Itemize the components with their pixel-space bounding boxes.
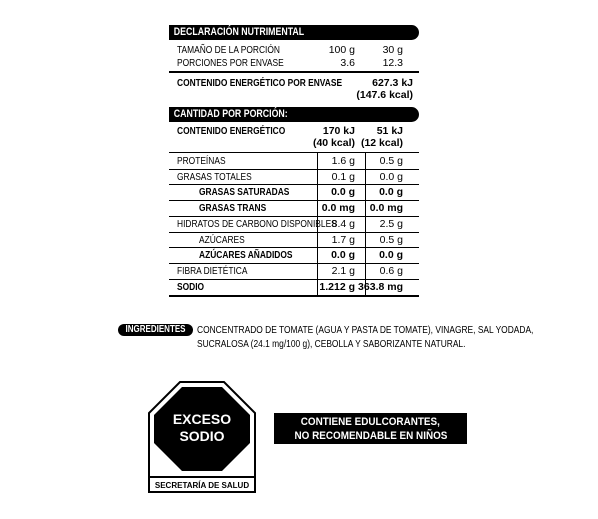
ingredients-text [197, 323, 537, 351]
nutrient-col1: 2.1 g [331, 265, 355, 277]
nutrient-col2: 0.0 g [379, 249, 403, 261]
nutrient-col2: 0.0 g [379, 171, 403, 183]
seal-text [148, 411, 256, 445]
ingredients-tag-label: INGREDIENTES [125, 324, 186, 335]
energy-col2-kj: 51 kJ [376, 125, 403, 137]
ingredients-tag [118, 324, 193, 336]
nutrient-col2: 0.5 g [379, 234, 403, 246]
nutrient-label: HIDRATOS DE CARBONO DISPONIBLES [177, 218, 337, 230]
nutrient-label: GRASAS SATURADAS [199, 186, 290, 198]
excess-sodium-seal [148, 381, 256, 495]
seal-line-1: EXCESO [172, 411, 232, 427]
ingredients-line-2: SUCRALOSA (24.1 mg/100 g), CEBOLLA Y SABORIZANTE NATURAL. [197, 338, 466, 350]
legend-line-1: CONTIENE EDULCORANTES, [300, 416, 441, 428]
bottom-rule [169, 295, 419, 297]
nutrient-label: GRASAS TRANS [199, 202, 267, 214]
column-separator [365, 153, 366, 295]
nutrient-col2: 0.0 mg [369, 202, 403, 214]
nutrient-label: PROTEÍNAS [177, 155, 226, 167]
sweetener-legend [274, 413, 467, 444]
serving-size-label: TAMAÑO DE LA PORCIÓN [177, 44, 280, 56]
nutrient-col2: 0.5 g [379, 155, 403, 167]
nutrient-col2: 2.5 g [379, 218, 403, 230]
per-serving-header-bar [169, 107, 419, 122]
energy-col2-kcal: (12 kcal) [360, 137, 403, 149]
serving-size-col1: 100 g [328, 44, 355, 56]
nutrient-col1: 0.1 g [331, 171, 355, 183]
legend-line-2: NO RECOMENDABLE EN NIÑOS [294, 430, 447, 442]
nutrient-col1: 0.0 g [331, 186, 355, 198]
seal-footer: SECRETARÍA DE SALUD [154, 481, 250, 490]
divider [169, 279, 419, 280]
nutrient-label: SODIO [177, 281, 205, 293]
divider [169, 152, 419, 153]
nutrient-col2: 0.0 g [379, 186, 403, 198]
divider [169, 71, 419, 73]
nutrition-facts-panel [169, 25, 419, 299]
energy-col1-kj: 170 kJ [322, 125, 355, 137]
nutrient-col2: 0.6 g [379, 265, 403, 277]
servings-per-container-col2: 12.3 [382, 57, 403, 69]
nutrient-label: FIBRA DIETÉTICA [177, 265, 248, 277]
ingredients-line-1: CONCENTRADO DE TOMATE (AGUA Y PASTA DE TOMATE), VINAGRE, SAL YODADA, [197, 324, 534, 336]
nutrition-header: DECLARACIÓN NUTRIMENTAL [173, 26, 305, 38]
column-separator [317, 153, 318, 295]
per-serving-header: CANTIDAD POR PORCIÓN: [173, 108, 288, 120]
energy-col1-kcal: (40 kcal) [312, 137, 355, 149]
energy-container-kcal: (147.6 kcal) [356, 89, 413, 101]
nutrient-col1: 1.7 g [331, 234, 355, 246]
nutrient-col1: 1.212 g [319, 281, 355, 293]
nutrition-header-bar [169, 25, 419, 40]
nutrient-col1: 1.6 g [331, 155, 355, 167]
divider [169, 216, 419, 217]
servings-per-container-col1: 3.6 [340, 57, 355, 69]
divider [169, 200, 419, 201]
nutrient-label: AZÚCARES AÑADIDOS [199, 249, 293, 261]
divider [169, 169, 419, 170]
divider [169, 247, 419, 248]
nutrient-label: AZÚCARES [199, 234, 245, 246]
nutrient-col2: 363.8 mg [358, 281, 403, 293]
nutrient-col1: 0.0 g [331, 249, 355, 261]
seal-line-2: SODIO [179, 428, 225, 444]
serving-size-col2: 30 g [382, 44, 403, 56]
energy-container-kj: 627.3 kJ [372, 77, 413, 89]
divider [169, 263, 419, 264]
nutrient-col1: 8.4 g [331, 218, 355, 230]
divider [169, 232, 419, 233]
divider [169, 184, 419, 185]
nutrient-label: GRASAS TOTALES [177, 171, 252, 183]
servings-per-container-label: PORCIONES POR ENVASE [177, 57, 284, 69]
energy-container-label: CONTENIDO ENERGÉTICO POR ENVASE [177, 77, 343, 89]
energy-label: CONTENIDO ENERGÉTICO [177, 125, 286, 137]
nutrient-col1: 0.0 mg [321, 202, 355, 214]
